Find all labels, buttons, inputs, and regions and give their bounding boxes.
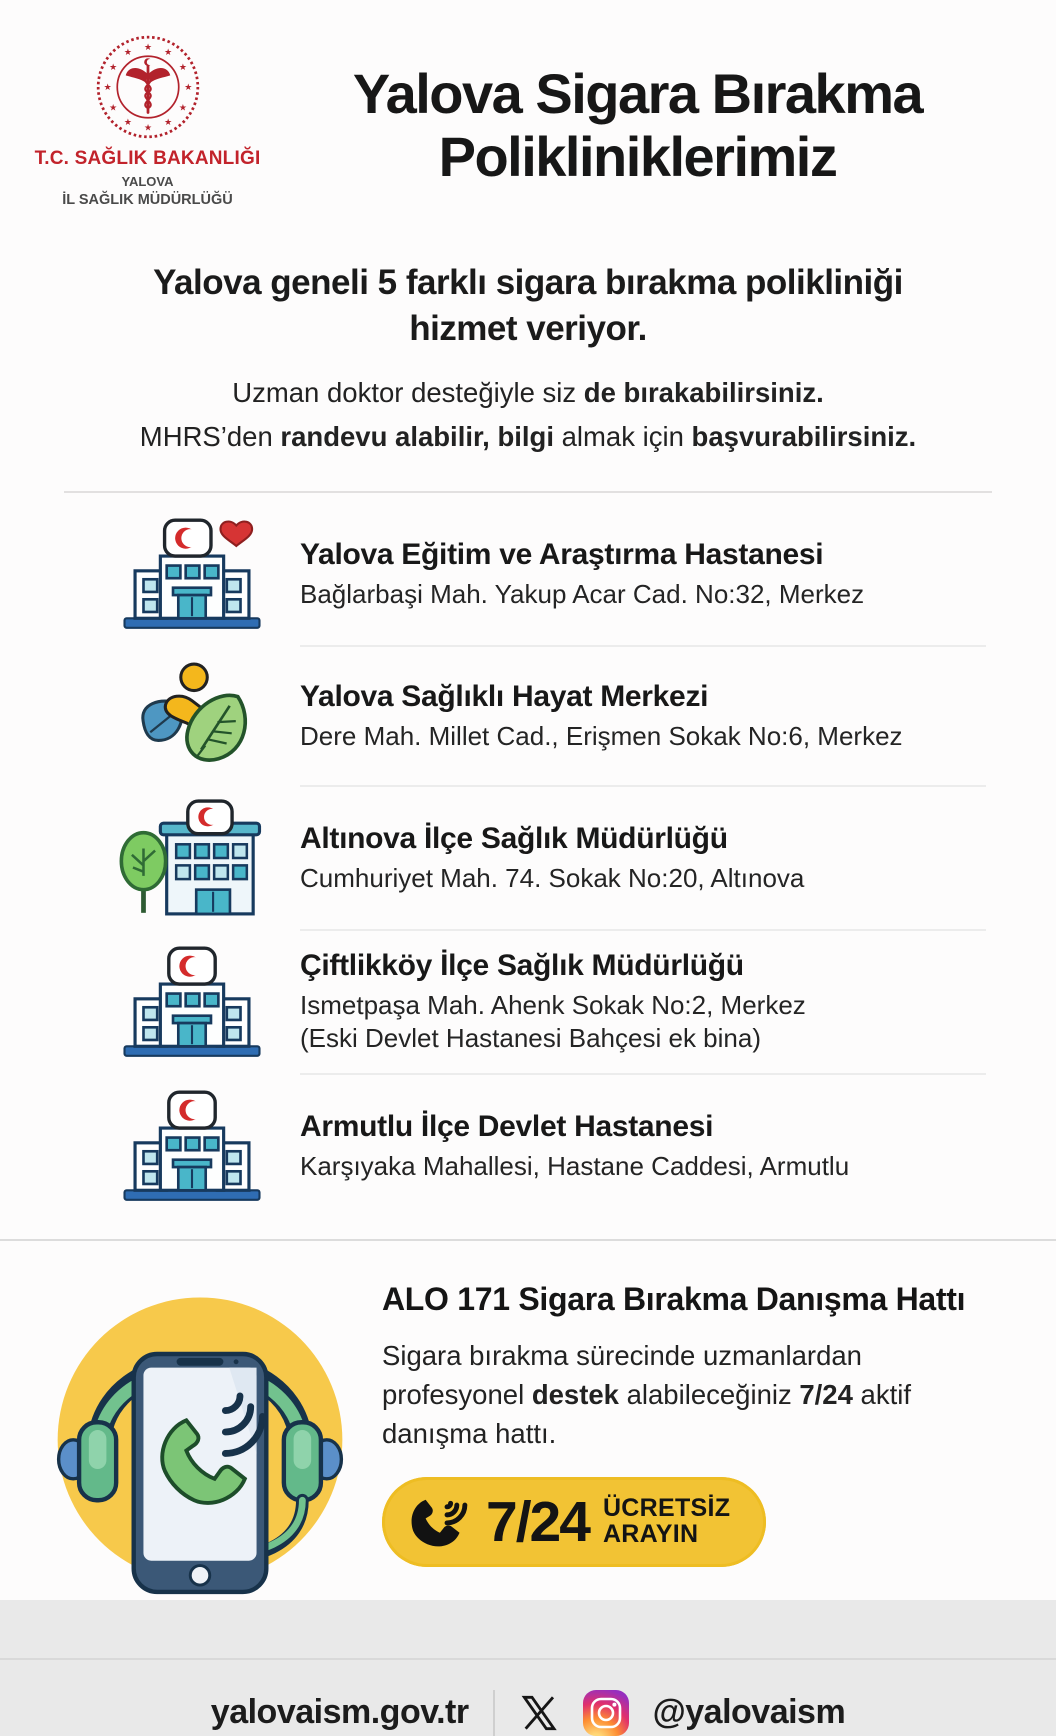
svg-text:★: ★ <box>178 103 187 114</box>
intro-line-1: Uzman doktor desteğiyle siz de bırakabilirsiniz. <box>232 377 824 408</box>
clinic-address: Cumhuriyet Mah. 74. Sokak No:20, Altınova <box>300 862 805 893</box>
clinic-row <box>118 1075 986 1217</box>
divider <box>493 1690 495 1736</box>
clinic-name: Çiftlikköy İlçe Sağlık Müdürlüğü <box>300 949 744 983</box>
clinic-info <box>300 949 986 1054</box>
clinic-address: Karşıyaka Mahallesi, Hastane Caddesi, Armutlu <box>300 1150 850 1181</box>
hospital-icon <box>118 1088 266 1204</box>
person-leaves-icon <box>118 660 266 772</box>
website-link: yalovaism.gov.tr <box>210 1693 469 1732</box>
clinic-row <box>118 503 986 645</box>
hotline-body: Sigara bırakma sürecinde uzmanlardan profesyonel destek alabileceğiniz 7/24 aktif danışma hattı. <box>382 1339 911 1449</box>
clinic-info <box>300 538 986 610</box>
hospital-icon <box>118 944 266 1060</box>
intro-line-2: MHRS’den randevu alabilir, bilgi almak için başvurabilirsiniz. <box>139 420 917 452</box>
svg-text:★: ★ <box>108 63 117 74</box>
clinic-address: Bağlarbaşi Mah. Yakup Acar Cad. No:32, Merkez <box>300 578 865 609</box>
footer <box>0 1660 1056 1736</box>
clinic-address-note: (Eski Devlet Hastanesi Bahçesi ek bina) <box>300 1023 761 1054</box>
svg-text:★: ★ <box>143 42 152 53</box>
building-tree-icon <box>118 800 266 916</box>
ministry-of-health-emblem-icon <box>95 34 201 140</box>
badge-label <box>603 1496 730 1547</box>
title-line-2: Polikliniklerimiz <box>438 125 837 189</box>
clinic-address: Ismetpaşa Mah. Ahenk Sokak No:2, Merkez <box>300 990 806 1021</box>
svg-text:★: ★ <box>163 118 172 129</box>
clinic-row <box>118 787 986 929</box>
x-twitter-icon <box>519 1693 559 1733</box>
badge-label-line-1: ÜCRETSİZ <box>602 1494 731 1523</box>
hospital-heart-icon <box>118 516 266 632</box>
caduceus-icon <box>125 58 170 112</box>
clinic-info <box>300 822 986 894</box>
hotline-title: ALO 171 Sigara Bırakma Danışma Hattı <box>382 1280 966 1317</box>
clinic-name: Yalova Eğitim ve Araştırma Hastanesi <box>300 537 824 571</box>
clinic-info <box>300 680 986 752</box>
svg-text:★: ★ <box>178 63 187 74</box>
agency-department: İL SAĞLIK MÜDÜRLÜĞÜ <box>62 192 233 208</box>
clinic-row <box>118 647 986 785</box>
phone-call-icon <box>406 1494 472 1550</box>
phone-headset-illustration-icon <box>44 1267 356 1602</box>
social-handle: @yalovaism <box>652 1693 846 1732</box>
svg-text:★: ★ <box>123 118 132 129</box>
clinic-info <box>300 1110 986 1182</box>
clinic-name: Armutlu İlçe Devlet Hastanesi <box>300 1109 714 1143</box>
page-title <box>265 34 1026 208</box>
clinic-address: Dere Mah. Millet Cad., Erişmen Sokak No:6, Merkez <box>300 720 903 751</box>
svg-text:★: ★ <box>143 123 152 134</box>
agency-city: YALOVA <box>121 174 174 189</box>
intro-headline-1: Yalova geneli 5 farklı sigara bırakma polikliniği <box>153 263 903 302</box>
clinic-list <box>0 493 1056 1217</box>
call-badge <box>382 1477 766 1567</box>
instagram-icon <box>583 1690 629 1736</box>
badge-label-line-2: ARAYIN <box>602 1519 699 1548</box>
title-line-1: Yalova Sigara Bırakma <box>352 62 923 125</box>
intro-headline-2: hizmet veriyor. <box>409 308 647 348</box>
agency-block <box>30 34 265 208</box>
svg-text:★: ★ <box>108 103 117 114</box>
clinic-row <box>118 931 986 1073</box>
svg-text:★: ★ <box>163 48 172 59</box>
agency-name: T.C. SAĞLIK BAKANLIĞI <box>34 148 261 169</box>
header <box>0 0 1056 208</box>
badge-number: 7/24 <box>486 1489 589 1554</box>
svg-text:★: ★ <box>123 48 132 59</box>
intro-section <box>0 260 1056 457</box>
hotline-section <box>0 1241 1056 1602</box>
svg-text:★: ★ <box>103 83 112 94</box>
hotline-text <box>382 1267 965 1602</box>
svg-text:★: ★ <box>183 83 192 94</box>
clinic-name: Altınova İlçe Sağlık Müdürlüğü <box>300 821 728 855</box>
clinic-name: Yalova Sağlıklı Hayat Merkezi <box>300 679 709 713</box>
